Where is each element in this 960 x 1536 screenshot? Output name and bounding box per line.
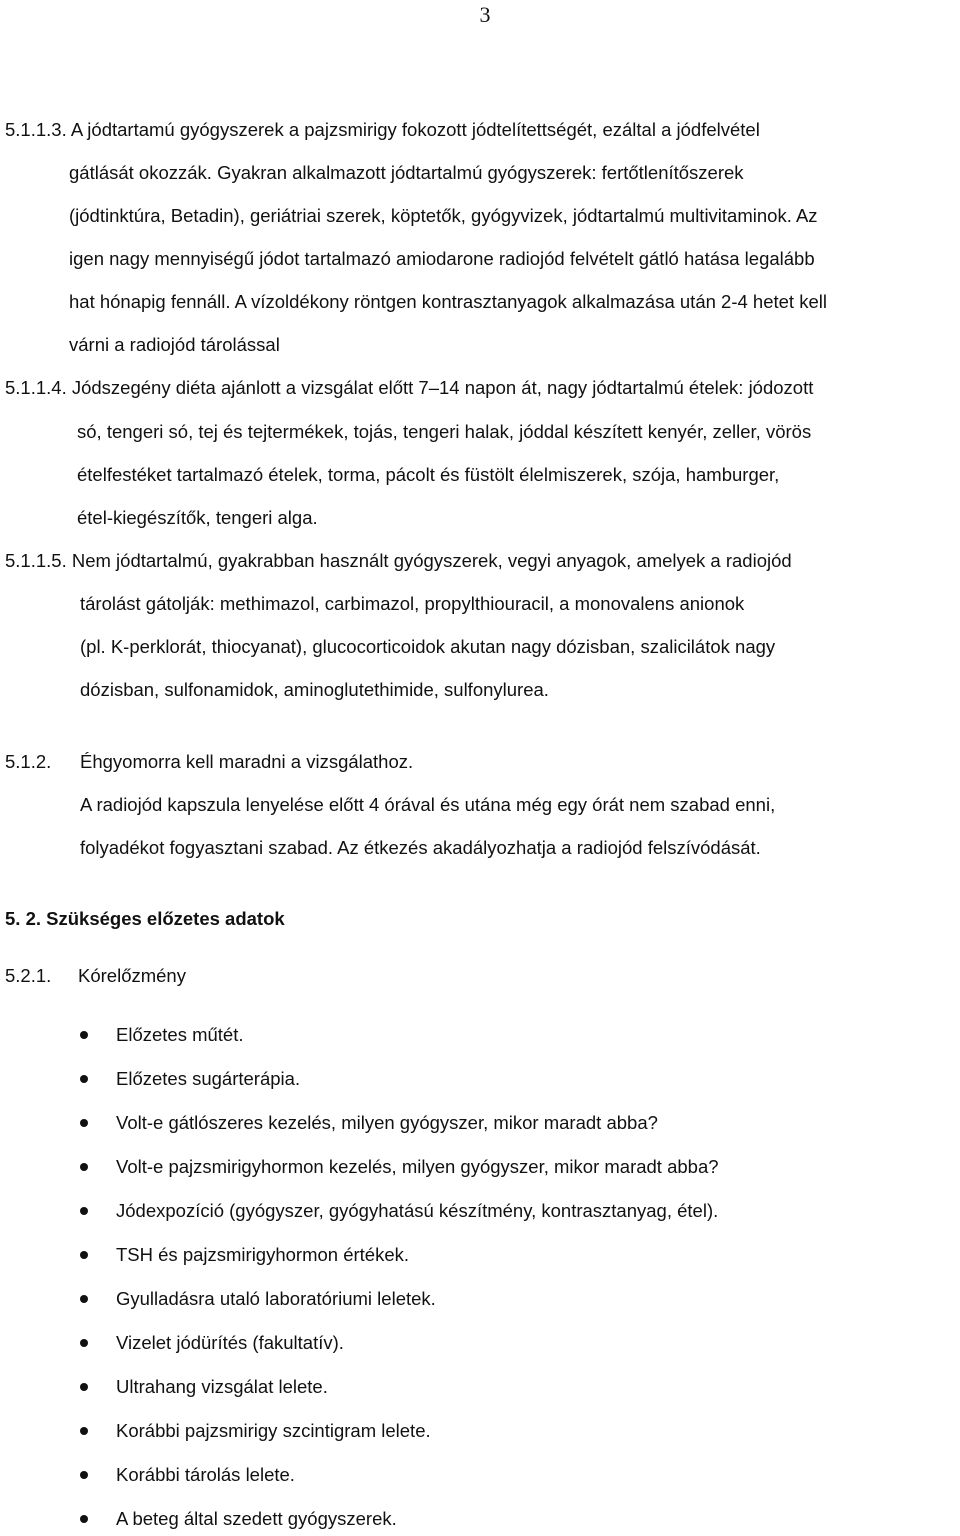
section-title: Kórelőzmény: [78, 965, 186, 986]
paragraph-line: 5.1.1.3. A jódtartamú gyógyszerek a pajzsmirigy fokozott jódtelítettségét, ezáltal a jódfelvétel: [5, 119, 760, 140]
list-item-text: Volt-e gátlószeres kezelés, milyen gyógyszer, mikor maradt abba?: [116, 1112, 658, 1133]
paragraph-line: (jódtinktúra, Betadin), geriátriai szerek, köptetők, gyógyvizek, jódtartalmú multivitaminok. Az: [69, 205, 818, 226]
paragraph-line: 5.1.1.4. Jódszegény diéta ajánlott a vizsgálat előtt 7–14 napon át, nagy jódtartalmú ételek: jódozott: [5, 377, 814, 398]
list-item-text: Előzetes műtét.: [116, 1024, 244, 1045]
paragraph-line: A radiojód kapszula lenyelése előtt 4 órával és utána még egy órát nem szabad enni,: [80, 794, 776, 815]
bullet-icon: [80, 1163, 88, 1171]
list-item-text: Ultrahang vizsgálat lelete.: [116, 1376, 328, 1397]
list-item-text: Korábbi tárolás lelete.: [116, 1464, 295, 1485]
bullet-icon: [80, 1119, 88, 1127]
bullet-icon: [80, 1031, 88, 1039]
list-item-text: Gyulladásra utaló laboratóriumi leletek.: [116, 1288, 436, 1309]
list-item-text: Előzetes sugárterápia.: [116, 1068, 301, 1089]
bullet-icon: [80, 1251, 88, 1259]
paragraph-line: étel-kiegészítők, tengeri alga.: [77, 507, 318, 528]
bullet-icon: [80, 1207, 88, 1215]
paragraph-line: hat hónapig fennáll. A vízoldékony röntgen kontrasztanyagok alkalmazása után 2-4 hetet kell: [69, 291, 827, 312]
paragraph-line: ételfestéket tartalmazó ételek, torma, pácolt és füstölt élelmiszerek, szója, hamburger,: [77, 464, 780, 485]
section-number: 5.2.1.: [5, 965, 52, 986]
list-item-text: TSH és pajzsmirigyhormon értékek.: [116, 1244, 410, 1265]
bullet-icon: [80, 1427, 88, 1435]
bullet-icon: [80, 1515, 88, 1523]
bullet-icon: [80, 1295, 88, 1303]
list-item-text: Volt-e pajzsmirigyhormon kezelés, milyen gyógyszer, mikor maradt abba?: [116, 1156, 719, 1177]
list-item-text: Korábbi pajzsmirigy szcintigram lelete.: [116, 1420, 431, 1441]
paragraph-line: várni a radiojód tárolással: [69, 334, 280, 355]
section-heading: 5. 2. Szükséges előzetes adatok: [5, 908, 285, 929]
bullet-icon: [80, 1075, 88, 1083]
section-title: Éhgyomorra kell maradni a vizsgálathoz.: [80, 751, 414, 772]
bullet-icon: [80, 1471, 88, 1479]
paragraph-line: folyadékot fogyasztani szabad. Az étkezés akadályozhatja a radiojód felszívódását.: [80, 837, 761, 858]
list-item-text: Vizelet jódürítés (fakultatív).: [116, 1332, 344, 1353]
paragraph-line: (pl. K-perklorát, thiocyanat), glucocorticoidok akutan nagy dózisban, szalicilátok nagy: [80, 636, 776, 657]
paragraph-line: tárolást gátolják: methimazol, carbimazol, propylthiouracil, a monovalens anionok: [80, 593, 745, 614]
paragraph-line: só, tengeri só, tej és tejtermékek, tojás, tengeri halak, jóddal készített kenyér, zeller, vörös: [77, 421, 812, 442]
list-item-text: Jódexpozíció (gyógyszer, gyógyhatású készítmény, kontrasztanyag, étel).: [116, 1200, 719, 1221]
paragraph-line: gátlását okozzák. Gyakran alkalmazott jódtartalmú gyógyszerek: fertőtlenítőszerek: [69, 162, 744, 183]
list-item-text: A beteg által szedett gyógyszerek.: [116, 1508, 397, 1529]
paragraph-line: igen nagy mennyiségű jódot tartalmazó amiodarone radiojód felvételt gátló hatása legalább: [69, 248, 815, 269]
section-number: 5.1.2.: [5, 751, 52, 772]
bullet-icon: [80, 1383, 88, 1391]
page-number: 3: [479, 2, 491, 27]
paragraph-line: dózisban, sulfonamidok, aminoglutethimide, sulfonylurea.: [80, 679, 549, 700]
paragraph-line: 5.1.1.5. Nem jódtartalmú, gyakrabban használt gyógyszerek, vegyi anyagok, amelyek a radiojód: [5, 550, 792, 571]
bullet-icon: [80, 1339, 88, 1347]
